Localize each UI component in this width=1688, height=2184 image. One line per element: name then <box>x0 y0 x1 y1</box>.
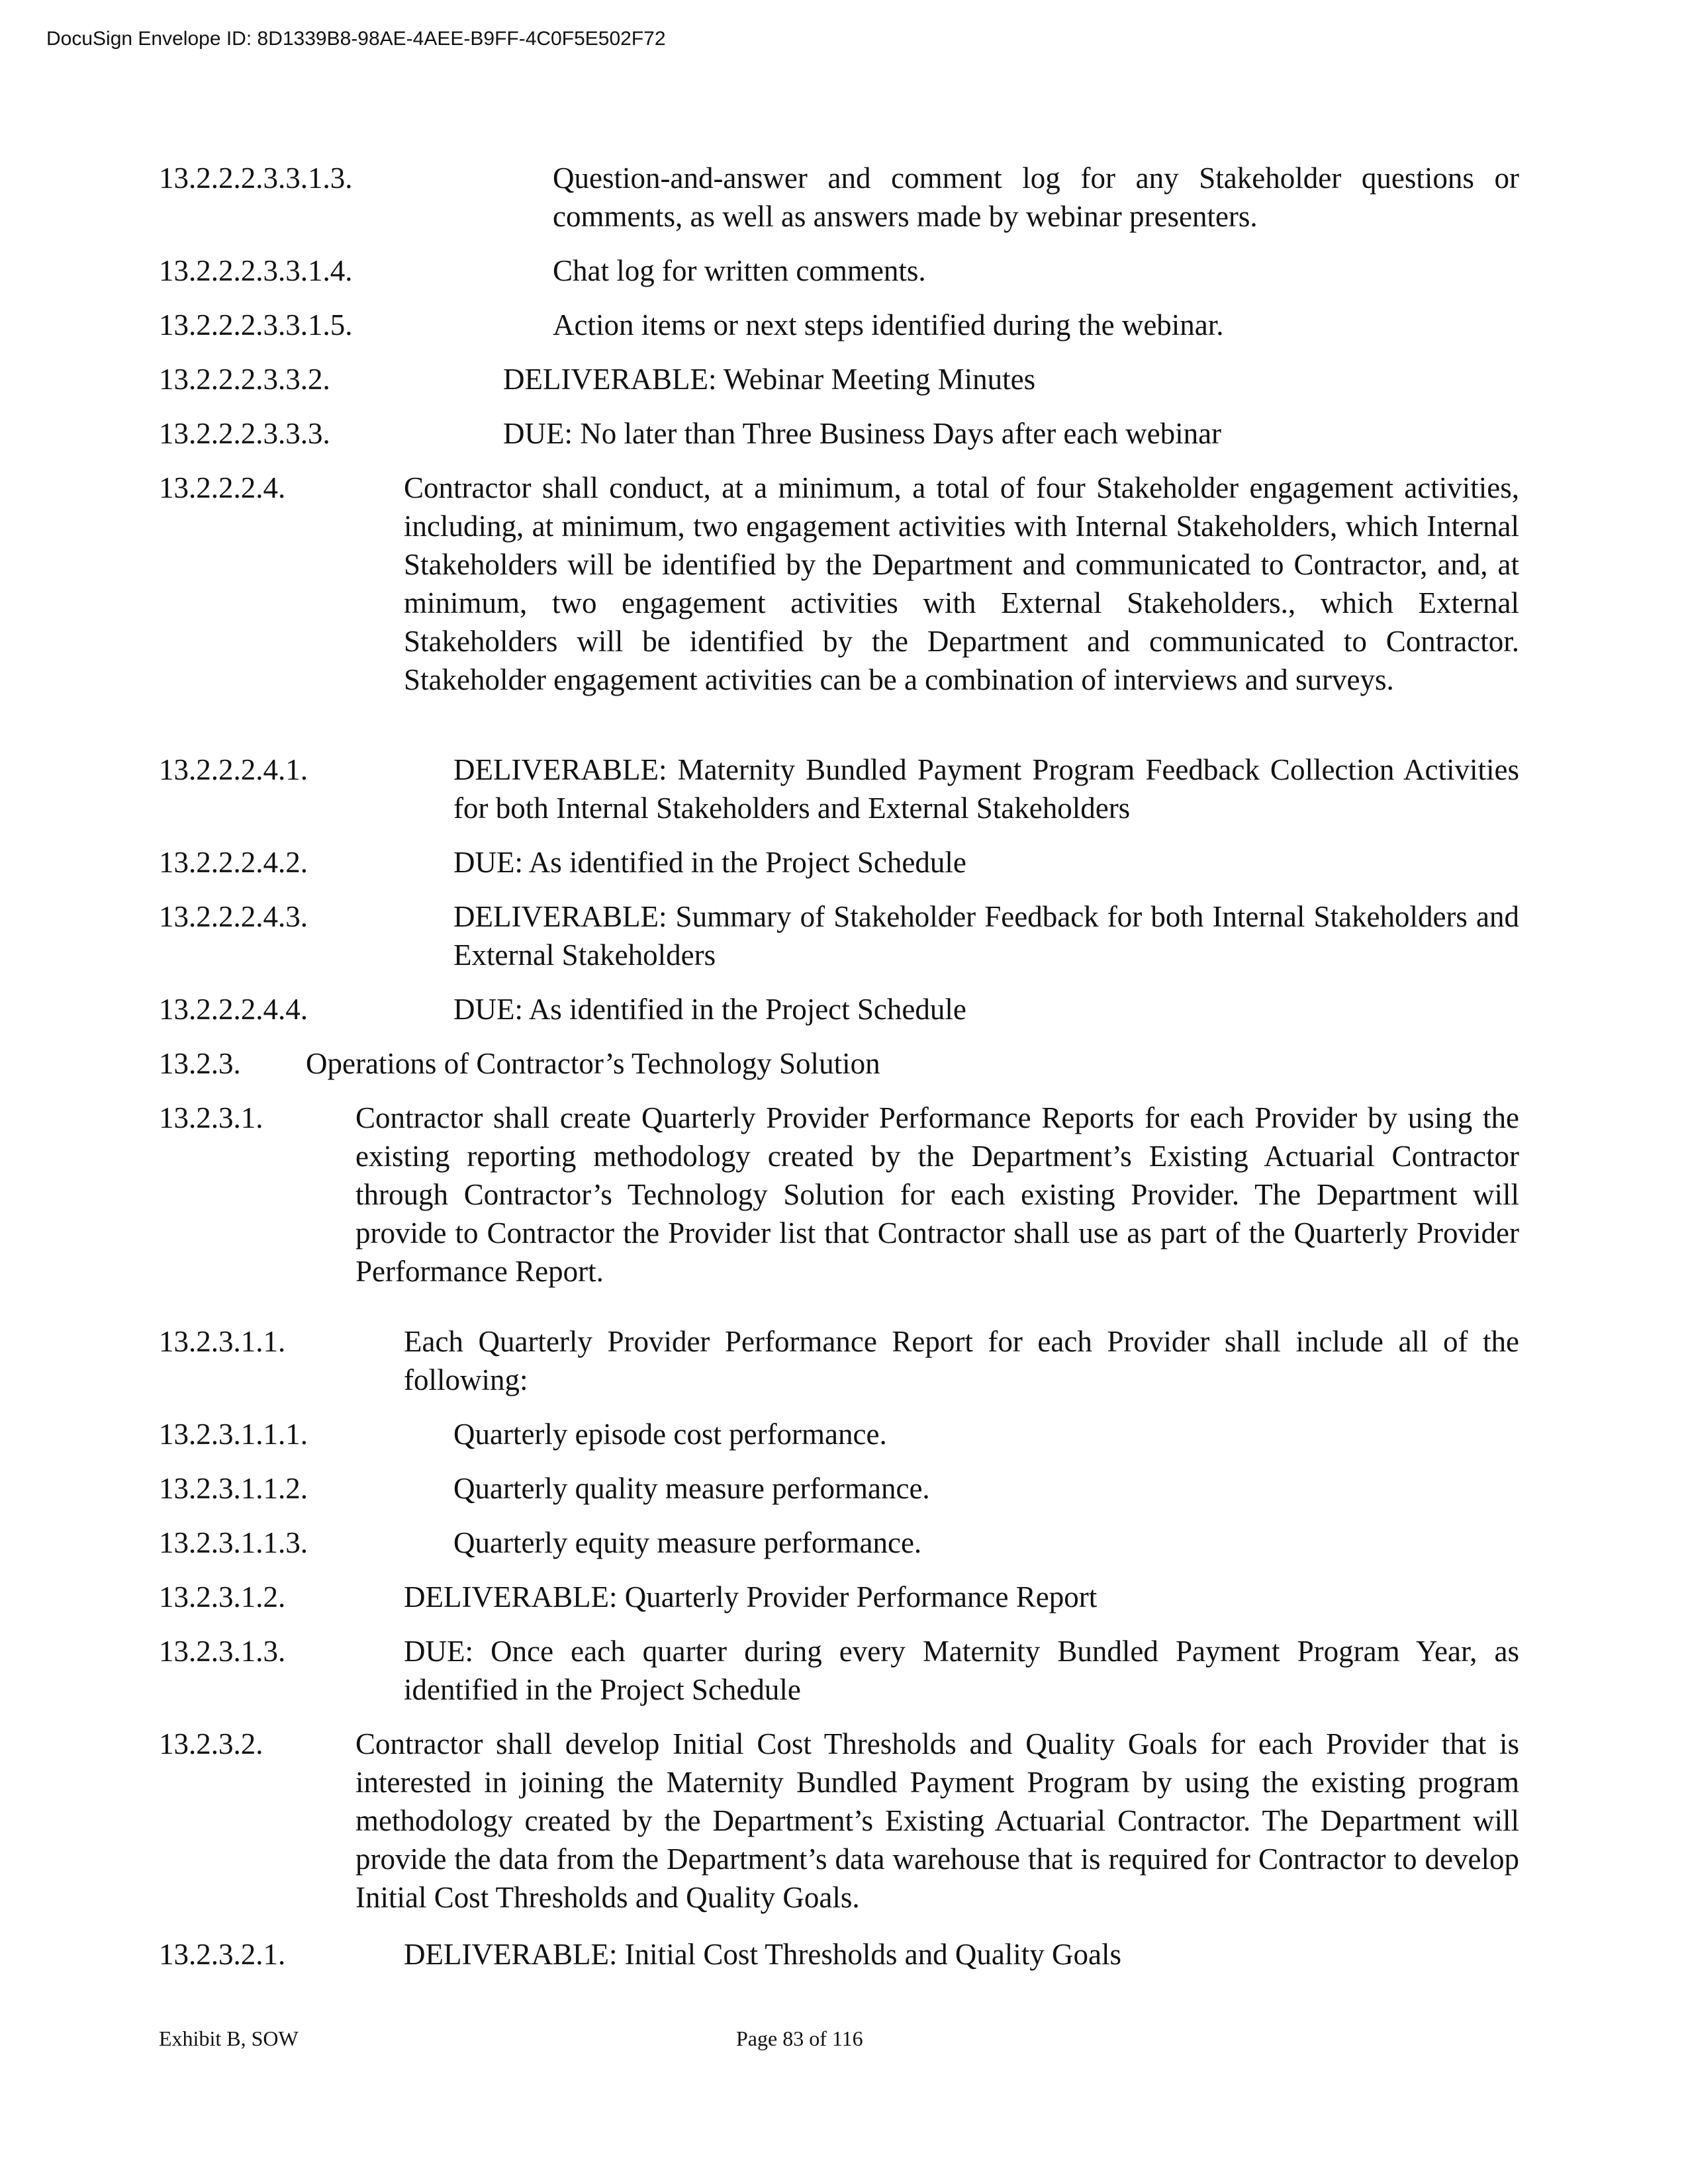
page-number: Page 83 of 116 <box>736 2026 863 2050</box>
section-number: 13.2.2.2.4.2. <box>159 846 308 879</box>
envelope-id: DocuSign Envelope ID: 8D1339B8-98AE-4AEE-B9FF-4C0F5E502F72 <box>46 28 666 50</box>
section-text: Each Quarterly Provider Performance Report for each Provider shall include all of the following: <box>404 1325 1519 1396</box>
section-text: Contractor shall create Quarterly Provider Performance Reports for each Provider by using the existing reporting methodology created by the Department’s Existing Actuarial Contractor through Contractor’s Technology Solution for each existing Provider. The Department will provide to Contractor the Provider list that Contractor shall use as part of the Quarterly Provider Performance Report. <box>355 1101 1519 1288</box>
section-text: Quarterly episode cost performance. <box>453 1418 887 1451</box>
section-text: DELIVERABLE: Maternity Bundled Payment Program Feedback Collection Activities for both Internal Stakeholders and External Stakeholders <box>453 753 1519 825</box>
section-text: DELIVERABLE: Quarterly Provider Performance Report <box>404 1580 1098 1614</box>
section-number: 13.2.2.2.3.3.1.5. <box>159 308 353 341</box>
section-text: DELIVERABLE: Initial Cost Thresholds and Quality Goals <box>404 1938 1122 1971</box>
section-number: 13.2.2.2.3.3.2. <box>159 363 330 396</box>
section-text: Contractor shall conduct, at a minimum, a total of four Stakeholder engagement activities, including, at minimum, two engagement activities with Internal Stakeholders, which Internal Stakeholders will be identified by the Department and communicated to Contractor, and, at minimum, two engagement activities with External Stakeholders., which External Stakeholders will be identified by the Department and communicated to Contractor. Stakeholder engagement activities can be a combination of interviews and surveys. <box>404 471 1519 696</box>
section-number: 13.2.2.2.3.3.1.3. <box>159 161 353 195</box>
footer-exhibit-label: Exhibit B, SOW <box>159 2026 299 2050</box>
section-number: 13.2.3.1. <box>159 1101 263 1134</box>
section-number: 13.2.3.1.2. <box>159 1580 286 1614</box>
section-number: 13.2.3.1.1.1. <box>159 1418 308 1451</box>
section-text: DUE: As identified in the Project Schedule <box>453 993 966 1026</box>
section-number: 13.2.2.2.4. <box>159 471 286 504</box>
section-number: 13.2.2.2.4.3. <box>159 900 308 933</box>
section-text: Quarterly equity measure performance. <box>453 1526 922 1559</box>
section-number: 13.2.3.1.3. <box>159 1635 286 1668</box>
section-number: 13.2.3. <box>159 1047 241 1080</box>
section-number: 13.2.2.2.4.4. <box>159 993 308 1026</box>
section-number: 13.2.3.2. <box>159 1727 263 1760</box>
section-text: Question-and-answer and comment log for any Stakeholder questions or comments, as well as answers made by webinar presenters. <box>553 161 1519 233</box>
section-text: DELIVERABLE: Summary of Stakeholder Feedback for both Internal Stakeholders and External Stakeholders <box>453 900 1519 972</box>
section-number: 13.2.3.2.1. <box>159 1938 286 1971</box>
section-number: 13.2.3.1.1.2. <box>159 1472 308 1505</box>
section-number: 13.2.2.2.3.3.1.4. <box>159 254 353 287</box>
section-text: DUE: Once each quarter during every Maternity Bundled Payment Program Year, as identified in the Project Schedule <box>404 1635 1519 1706</box>
section-text: Quarterly quality measure performance. <box>453 1472 930 1505</box>
section-number: 13.2.3.1.1.3. <box>159 1526 308 1559</box>
section-number: 13.2.2.2.3.3.3. <box>159 417 330 450</box>
section-text: DUE: No later than Three Business Days after each webinar <box>503 417 1222 450</box>
section-text: Contractor shall develop Initial Cost Thresholds and Quality Goals for each Provider that is interested in joining the Maternity Bundled Payment Program by using the existing program methodology created by the Department’s Existing Actuarial Contractor. The Department will provide the data from the Department’s data warehouse that is required for Contractor to develop Initial Cost Thresholds and Quality Goals. <box>355 1727 1519 1914</box>
section-text: Chat log for written comments. <box>553 254 926 287</box>
section-number: 13.2.2.2.4.1. <box>159 753 308 786</box>
section-number: 13.2.3.1.1. <box>159 1325 286 1358</box>
section-text: DELIVERABLE: Webinar Meeting Minutes <box>503 363 1036 396</box>
section-text: DUE: As identified in the Project Schedule <box>453 846 966 879</box>
section-text: Action items or next steps identified during the webinar. <box>553 308 1224 341</box>
section-heading: Operations of Contractor’s Technology Solution <box>306 1047 880 1080</box>
